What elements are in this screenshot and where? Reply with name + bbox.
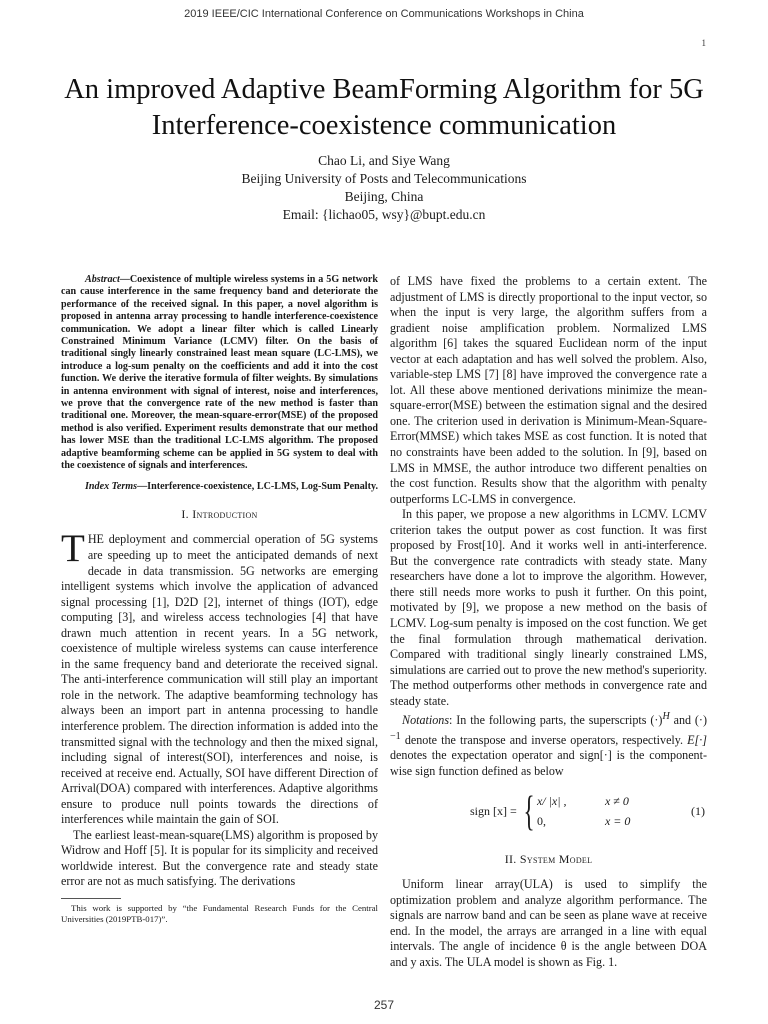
- equation-lhs: sign [x] =: [470, 803, 517, 818]
- footnote-divider: [61, 898, 121, 899]
- abstract: [61, 274, 378, 473]
- system-model-paragraph-1: Uniform linear array(ULA) is used to simplify the optimization problem and analyze algorithm performance. The signals are narrow band and can be seen as plane wave at receive end. In the model, the arrays are arranged in a line with equal intervals. The angle of incidence θ is the angle between DOA and y axis. The ULA model is shown as Fig. 1.: [390, 877, 707, 969]
- equation-number: (1): [691, 803, 705, 818]
- index-terms-lead: Index Terms: [85, 480, 138, 492]
- page-number-top: 1: [701, 38, 706, 48]
- page-number-footer: 257: [373, 998, 395, 1012]
- section-heading-system-model: II. System Model: [504, 851, 593, 866]
- left-brace: {: [523, 788, 535, 835]
- funding-footnote: This work is supported by “the Fundamental Research Funds for the Central Universities (2019PTB-017)”.: [61, 903, 378, 925]
- equation-cases: [537, 794, 630, 829]
- index-terms-text: —Interference-coexistence, LC-LMS, Log-Sum Penalty.: [137, 480, 378, 492]
- author-affiliation: Beijing University of Posts and Telecommunications: [241, 171, 527, 186]
- abstract-text: —Coexistence of multiple wireless systems in a 5G network can cause interference in the same frequency band and deteriorate the performance of the received signal. In this paper, a novel algorithm is proposed in antenna array processing to handle interference-coexistence communication. We adopt a linear filter which is called Linearly Constrained Minimum Variance (LCMV) filter. On the basis of traditional singly linearly constrained least mean square (LC-LMS), we introduce a log-sum penalty on the coefficients and add it into the cost function. We derive the iterative formula of filter weights. By simulations in antenna environment with signal of interest, noise and interferences, we prove that the convergence rate of the new method is faster than traditional one. Moreover, the mean-square-error(MSE) of the proposed method is also verified. Experiment results demonstrate that our method has lower MSE than the traditional LC-LMS algorithm. The proposed adaptive beamforming scheme can be applied in 5G system to deal with the coexistence of signals and interferences.: [61, 274, 378, 472]
- notations-paragraph: Notations: In the following parts, the superscripts $(\cdot)^H$ and $(\cdot)^{-1}$ denote the transpose and inverse operators, respectively. E[·] denotes the expectation operator and sign[·] is the component-wise sign function defined as below: [390, 711, 707, 779]
- equation-1: [390, 790, 707, 838]
- author-location: Beijing, China: [344, 189, 424, 204]
- drop-cap: T: [61, 527, 85, 571]
- index-terms: [61, 481, 378, 493]
- intro-paragraph-2-continued: of LMS have fixed the problems to a certain extent. The adjustment of LMS is directly proportional to the input vector, so when the input is very large, the algorithm suffers from a gradient noise amplification problem. Normalized LMS algorithm [6] takes the squared Euclidean norm of the input vector at each adaptation and has well solved the problem. Also, variable-step LMS [7] [8] have improved the convergence rate a lot. All these above mentioned derivations minimize the mean-square-error(MSE) between the estimation signal and the desired one. The criterion used in derivation is Minimum-Mean-Square-Error(MMSE) which takes MSE as cost function. It is noted that no constraints have been added to the solution. In [9], based on LMS in MMSE, the author introduce two different penalties on the cost function. Results show that the algorithm with penalty outperforms LC-LMS in convergence.: [390, 274, 707, 506]
- right-column: [390, 274, 707, 970]
- intro-paragraph-2: The earliest least-mean-square(LMS) algorithm is proposed by Widrow and Hoff [5]. It is popular for its simplicity and received worldwide interest. But the convergence rate and steady state error are not as much satisfying. The derivations: [61, 827, 378, 889]
- equation-case: x/ |x| , x ≠ 0: [536, 794, 629, 809]
- conference-header: 2019 IEEE/CIC International Conference on Communications Workshops in China: [184, 8, 584, 20]
- equation-case: 0, x = 0: [536, 813, 631, 828]
- left-column: [61, 274, 378, 925]
- author-email: Email: {lichao05, wsy}@bupt.edu.cn: [282, 207, 486, 222]
- section-heading-introduction: I. Introduction: [181, 506, 258, 521]
- intro-paragraph-1: THE deployment and commercial operation of 5G systems are speeding up to meet the anticipated demands of next decade in data transmission. 5G networks are emerging intelligent systems which involve the application of advanced signal processing [1], D2D [2], internet of things (IOT), edge computing [3], and wireless access technologies [4] that have drawn much attention in recent years. In a 5G network, coexistence of multiple wireless systems can cause interference in the same frequency band and deteriorate the received signal. The anti-interference communication will still play an important role in the network. The adaptive beamforming technology has always been an import part in antenna processing to handle interference problem. The direction information is added into the transmitted signal with the technology and then the mixed signal, including signal of interest(SOI), interferences and noise, is received at receive end. Actually, SOI have different Direction of Arrival(DOA) compared with interferences. Adaptive algorithms ensure to produce null points towards the directions of interferences while maintain the gain of SOI.: [61, 527, 378, 827]
- intro-paragraph-3: In this paper, we propose a new algorithms in LCMV. LCMV criterion takes the output power as cost function. It was first proposed by Frost[10]. And it works well in anti-interference. But the convergence rate contradicts with steady state. Many researchers have done a lot to improve the algorithm. However, there still needs more works to push it further. On this point, motivated by [9], we propose a new method on the basis of LCMV. Log-sum penalty is imposed on the cost function. We get the final formulation through mathematical derivation. Compared with traditional singly linearly constrained LMS, simulations are carried out to prove the new method's superiority. The method outperforms other methods in convergence rate and steady state.: [390, 507, 707, 708]
- abstract-lead: Abstract: [85, 274, 120, 285]
- paper-title: An improved Adaptive BeamForming Algorithm for 5G Interference-coexistence communication: [64, 74, 704, 141]
- notations-lead: Notations: [402, 713, 450, 728]
- author-block: [0, 152, 768, 224]
- author-names: Chao Li, and Siye Wang: [318, 153, 450, 168]
